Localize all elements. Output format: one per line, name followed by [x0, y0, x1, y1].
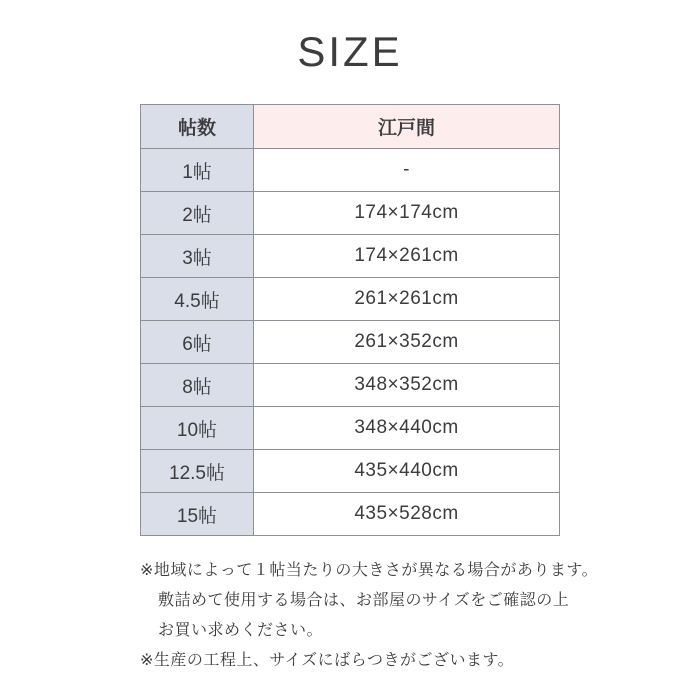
row-value: 435×528cm — [254, 493, 560, 536]
row-value: 348×352cm — [254, 364, 560, 407]
footnotes — [140, 556, 599, 676]
table-row — [141, 321, 560, 364]
row-value: - — [254, 149, 560, 192]
note-region-variation: ※地域によって１帖当たりの大きさが異なる場合があります。 — [140, 562, 599, 579]
row-value: 348×440cm — [254, 407, 560, 450]
note-before-purchase: お買い求めください。 — [158, 622, 324, 639]
row-value: 174×174cm — [254, 192, 560, 235]
row-label: 3帖 — [141, 235, 254, 278]
table-row — [141, 278, 560, 321]
row-label: 4.5帖 — [141, 278, 254, 321]
note-production-tolerance: ※生産の工程上、サイズにばらつきがございます。 — [140, 652, 515, 669]
row-value: 435×440cm — [254, 450, 560, 493]
row-label: 10帖 — [141, 407, 254, 450]
table-header-row — [141, 105, 560, 149]
table-row — [141, 149, 560, 192]
row-label: 15帖 — [141, 493, 254, 536]
page-title: SIZE — [297, 28, 403, 75]
row-label: 12.5帖 — [141, 450, 254, 493]
table-row — [141, 493, 560, 536]
row-label: 6帖 — [141, 321, 254, 364]
row-label: 2帖 — [141, 192, 254, 235]
table-row — [141, 192, 560, 235]
size-table — [140, 104, 560, 536]
note-check-room-size: 敷詰めて使用する場合は、お部屋のサイズをご確認の上 — [158, 592, 570, 609]
row-label: 1帖 — [141, 149, 254, 192]
table-row — [141, 235, 560, 278]
row-value: 261×261cm — [254, 278, 560, 321]
table-row — [141, 364, 560, 407]
table-row — [141, 450, 560, 493]
header-mat-count: 帖数 — [141, 105, 254, 149]
table-row — [141, 407, 560, 450]
header-edoma: 江戸間 — [254, 105, 560, 149]
row-label: 8帖 — [141, 364, 254, 407]
row-value: 261×352cm — [254, 321, 560, 364]
row-value: 174×261cm — [254, 235, 560, 278]
